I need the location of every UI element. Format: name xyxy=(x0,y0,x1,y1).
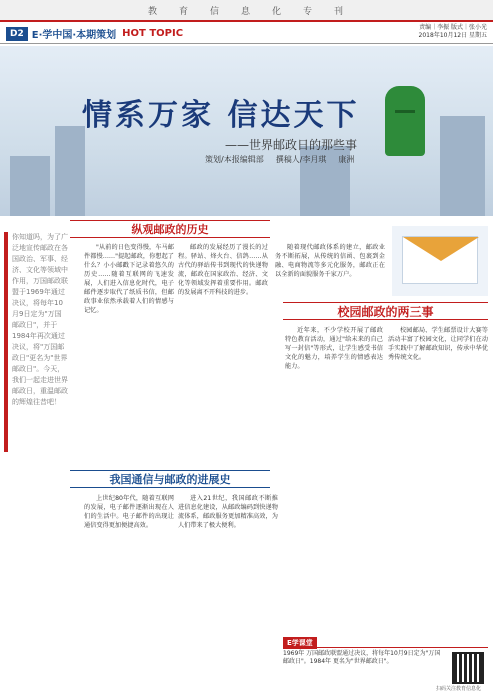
history-col-3 xyxy=(275,243,385,298)
campus-col-1 xyxy=(285,326,383,626)
campus-col-2 xyxy=(388,326,488,626)
subheadline: ——世界邮政日的那些事 xyxy=(225,138,358,152)
qr-code-icon[interactable] xyxy=(452,652,484,684)
building-shape xyxy=(10,156,50,216)
qr-label: 扫码关注教育信息化 xyxy=(436,686,482,692)
mailbox-icon xyxy=(385,86,425,156)
campus-text: 近年来，不少学校开展了邮政特色教育活动，通过"给未来的自己写一封信"等形式，让学生感受书信文化的魅力，培养学生的情感表达能力。 xyxy=(285,327,383,370)
page-header xyxy=(0,24,493,44)
editor-line: 责编｜李振 版式｜张小光 xyxy=(419,24,487,31)
byline-planner: 策划/本报编辑部 xyxy=(205,155,264,164)
masthead-strip xyxy=(0,0,493,22)
hero-banner xyxy=(0,46,493,216)
masthead-char: 化 xyxy=(272,6,284,17)
masthead-char: 育 xyxy=(178,6,190,17)
building-shape xyxy=(55,126,85,216)
history-col-2 xyxy=(178,243,268,463)
campus-heading: 校园邮政的两三事 xyxy=(283,302,488,320)
history-text: 邮政的发展经历了漫长的过程。驿站、烽火台、信鸽……从古代的驿站传书到现代的快递物流，邮政在国家政治、经济、文化等领域发挥着重要作用。邮政的发展离不开科技的进步。 xyxy=(178,244,268,296)
envelope-illustration xyxy=(392,226,488,296)
tech-col-1 xyxy=(84,494,174,684)
byline xyxy=(205,154,354,165)
masthead-char: 教 xyxy=(147,6,159,17)
masthead-char: 息 xyxy=(240,6,252,17)
history-text: 随着现代邮政体系的建立，邮政业务不断拓展，从传统的信函、包裹到金融、电商物流等多元化服务，邮政正在以全新的面貌服务千家万户。 xyxy=(275,244,385,278)
hot-topic-label: HOT TOPIC xyxy=(122,28,184,39)
byline-writer: 撰稿人/李月琪 xyxy=(275,155,327,164)
headline: 情系万家 信达天下 xyxy=(82,98,360,133)
issue-meta xyxy=(419,24,487,40)
tech-text: 上世纪80年代，随着互联网的发展，电子邮件逐渐出现在人们的生活中。电子邮件的出现让通信变得更加便捷高效。 xyxy=(84,495,174,529)
date-line: 2018年10月12日 星期五 xyxy=(418,32,487,39)
page-badge: D2 xyxy=(6,27,28,41)
column-title: E·学中国·本期策划 xyxy=(31,30,117,41)
tech-heading: 我国通信与邮政的进展史 xyxy=(70,470,270,488)
campus-text: 校园邮局、学生邮票设计大赛等活动丰富了校园文化，让同学们在动手实践中了解邮政知识，传承中华优秀传统文化。 xyxy=(388,327,488,361)
tech-text: 进入21世纪，我国邮政不断推进信息化建设，从邮政编码到快递物流体系，邮政服务更加精准高效，为人们带来了极大便利。 xyxy=(178,495,278,529)
envelope-icon xyxy=(402,236,478,284)
tech-col-2 xyxy=(178,494,278,684)
history-col-1 xyxy=(84,243,174,463)
building-shape xyxy=(440,116,485,216)
masthead-char: 信 xyxy=(209,6,221,17)
history-text: "从前的日色变得慢，车马邮件都慢……"提起邮政，你想起了什么？小小邮戳下记录着悠久的历史……随着互联网的飞速发展，人们进入信息化时代，电子邮件逐步取代了纸质书信，但邮政事业依然承载着人们的情感与记忆。 xyxy=(84,244,174,314)
masthead-char: 专 xyxy=(303,6,315,17)
history-heading: 纵观邮政的历史 xyxy=(70,220,270,238)
masthead-char: 刊 xyxy=(334,6,346,17)
note-text: 1969年 万国邮政联盟通过决议，将每年10月9日定为"万国邮政日"。1984年 更名为"世界邮政日"。 xyxy=(283,650,441,665)
intro-quote: 你知道吗，为了广泛地宣传邮政在各国政治、军事、经济、文化等领域中作用，万国邮政联盟于1969年通过决议，将每年10月9日定为"万国邮政日"，并于1984年再次通过决议，将"万国邮政日"更名为"世界邮政日"。今天，我们一起走进世界邮政日，重温邮政的辉煌往昔吧！ xyxy=(4,232,68,452)
byline-writer2: 康洲 xyxy=(338,155,355,164)
note-label: E学课堂 xyxy=(283,637,317,649)
